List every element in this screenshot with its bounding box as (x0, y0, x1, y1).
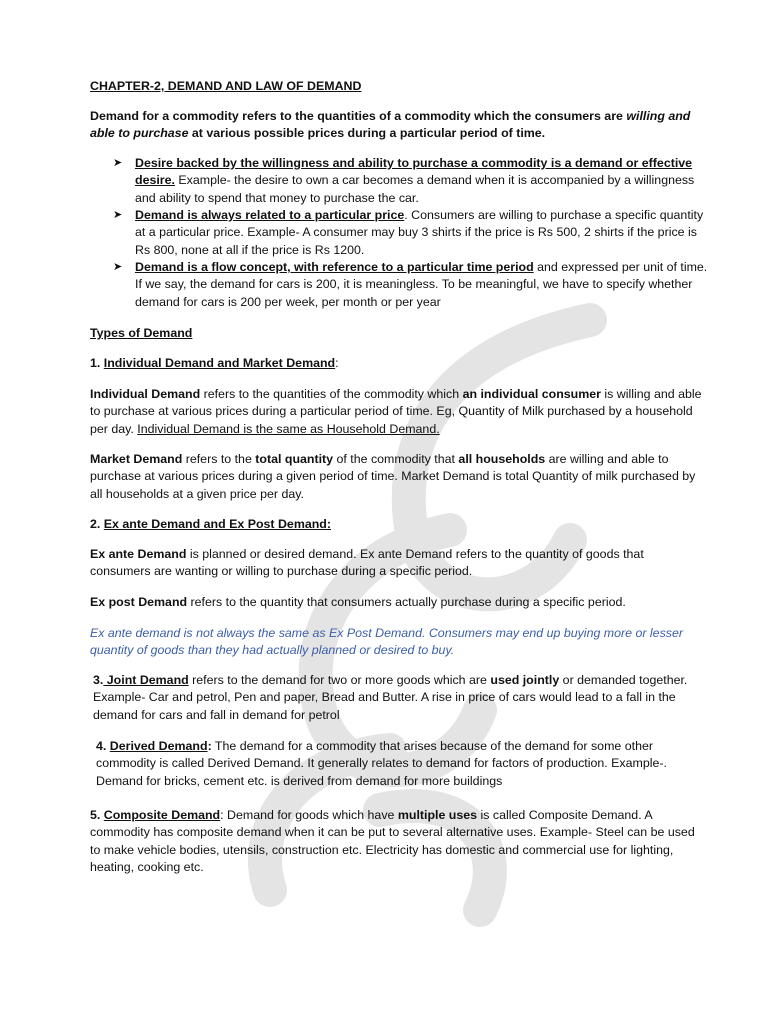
term-bold: used jointly (490, 673, 560, 687)
section-number: 2. (90, 517, 104, 531)
ex-post-paragraph (90, 594, 702, 611)
intro-paragraph (90, 108, 702, 143)
ex-ante-note: Ex ante demand is not always the same as Ex Post Demand. Consumers may end up buying more or lesser quantity of goods than they had actually planned or desired to buy. (90, 626, 683, 658)
section-title: Composite Demand (103, 808, 221, 822)
market-demand-paragraph (90, 451, 702, 503)
types-heading: Types of Demand (90, 326, 193, 340)
term-bold: all households (458, 452, 546, 466)
term-bold: an individual consumer (462, 387, 601, 401)
para-text: is willing and able to purchase at various prices during a particular period of time. Eg, Quantity of Milk purchased by a household per day. (90, 387, 702, 436)
bullet-heading: Demand is a flow concept, with reference to a particular time period (135, 260, 534, 274)
para-text: are willing and able to purchase at various prices during a given period of time. Market Demand is total Quantity of milk purchased by all households at a given price per day. (90, 452, 696, 501)
underlined-text: Individual Demand is the same as Household Demand. (137, 421, 440, 436)
section-title: Joint Demand (103, 673, 189, 687)
arrow-bullet-icon: ➤ (113, 261, 123, 273)
term-bold: total quantity (255, 452, 334, 466)
composite-demand-paragraph (90, 807, 702, 877)
bullet-text: and expressed per unit of time. If we say, the demand for cars is 200, it is meaningless. To be meaningful, we have to specify whether demand for cars is 200 per week, per month or per year (135, 260, 708, 309)
bullet-heading: Demand is always related to a particular price (135, 208, 405, 222)
section-number: 1. (90, 356, 104, 370)
bullet-item (113, 207, 708, 259)
section-1-heading (90, 355, 702, 372)
para-text: is planned or desired demand. Ex ante Demand refers to the quantity of goods that consumers are wanting or willing to purchase during a specific period. (90, 547, 644, 579)
arrow-bullet-icon: ➤ (113, 157, 123, 169)
para-text: is called Composite Demand. A commodity has composite demand when it can be put to several alternative uses. Example- Steel can be used to make vehicle bodies, utensils, construction etc. Electricity has domestic and commercial use for lighting, heating, cooking etc. (90, 808, 695, 875)
joint-demand-paragraph (93, 672, 705, 724)
section-title: Derived Demand (109, 739, 208, 753)
para-text: refers to the (182, 452, 256, 466)
para-text: Demand for goods which have (223, 808, 398, 822)
derived-demand-paragraph (96, 738, 702, 790)
para-text: The demand for a commodity that arises because of the demand for some other commodity is called Derived Demand. It generally relates to demand for factors of production. Example-. Demand for bricks, cement etc. is derived from demand for more buildings (96, 739, 667, 788)
chapter-title: CHAPTER-2, DEMAND AND LAW OF DEMAND (90, 79, 362, 93)
bullet-item (113, 259, 708, 311)
section-number: 5. (90, 808, 104, 822)
para-text: refers to the quantities of the commodity which (200, 387, 463, 401)
intro-italic: willing and able to purchase (90, 109, 691, 141)
para-text: refers to the quantity that consumers actually purchase during a specific period. (187, 595, 626, 609)
section-title: Individual Demand and Market Demand (103, 356, 336, 370)
section-colon: : (220, 808, 224, 822)
section-number: 3. (93, 673, 104, 687)
term-bold: multiple uses (397, 808, 478, 822)
ex-ante-paragraph (90, 546, 702, 581)
term-bold: Individual Demand (90, 387, 201, 401)
bullet-text: Example- the desire to own a car becomes a demand when it is accompanied by a willingness and ability to spend that money to purchase the car. (135, 173, 695, 205)
term-bold: Ex ante Demand (90, 547, 187, 561)
individual-demand-paragraph (90, 386, 702, 438)
arrow-bullet-icon: ➤ (113, 209, 123, 221)
bullet-list (113, 155, 708, 311)
section-2-heading (90, 516, 702, 533)
bullet-item (113, 155, 708, 207)
intro-text-1: Demand for a commodity refers to the quantities of a commodity which the consumers are (90, 109, 627, 123)
section-title: Ex ante Demand and Ex Post Demand: (103, 517, 331, 531)
para-text: or demanded together. Example- Car and petrol, Pen and paper, Bread and Butter. A rise in price of cars would lead to a fall in the demand for cars and fall in demand for petrol (93, 673, 688, 722)
section-colon: : (335, 356, 339, 370)
para-text: refers to the demand for two or more goods which are (188, 673, 491, 687)
bullet-text: . Consumers are willing to purchase a specific quantity at a particular price. Example- A consumer may buy 3 shirts if the price is Rs 500, 2 shirts if the price is Rs 800, none at all if the price is Rs 1200. (135, 208, 704, 257)
bullet-heading: Desire backed by the willingness and ability to purchase a commodity is a demand or effective desire. (135, 156, 693, 188)
intro-text-2: at various possible prices during a particular period of time. (188, 126, 546, 141)
section-colon: : (207, 739, 212, 753)
term-bold: Market Demand (90, 452, 183, 466)
term-bold: Ex post Demand (90, 595, 188, 609)
para-text: of the commodity that (333, 452, 459, 466)
section-number: 4. (96, 739, 110, 753)
